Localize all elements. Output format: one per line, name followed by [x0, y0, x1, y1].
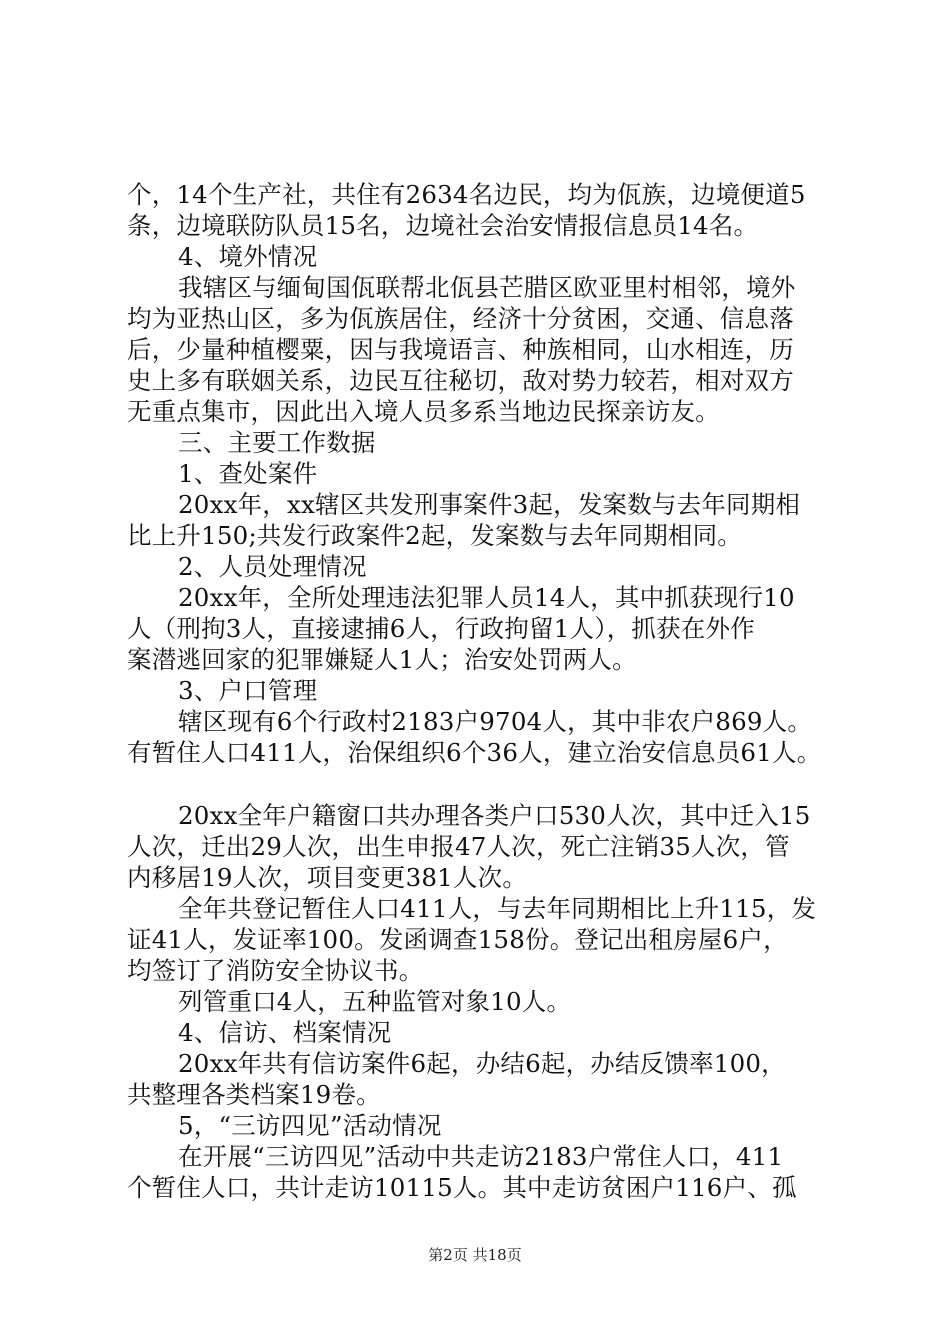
text-line: 在开展“三访四见”活动中共走访2183户常住人口，411 — [178, 1142, 784, 1171]
section-heading: 3、户口管理 — [178, 676, 318, 705]
text-line: 人次，迁出29人次，出生申报47人次，死亡注销35人次，管 — [127, 832, 790, 861]
section-heading: 4、境外情况 — [178, 242, 318, 271]
text-line: 20xx年，xx辖区共发刑事案件3起，发案数与去年同期相 — [178, 490, 801, 519]
text-line: 人（刑拘3人，直接逮捕6人，行政拘留1人），抓获在外作 — [127, 614, 755, 643]
text-line: 史上多有联姻关系，边民互往秘切，敌对势力较若，相对双方 — [127, 366, 794, 395]
text-line: 20xx年共有信访案件6起，办结6起，办结反馈率100， — [178, 1049, 786, 1078]
text-line: 案潜逃回家的犯罪嫌疑人1人；治安处罚两人。 — [127, 645, 637, 674]
text-line: 全年共登记暂住人口411人，与去年同期相比上升115，发 — [178, 894, 817, 923]
text-line: 我辖区与缅甸国佤联帮北佤县芒腊区欧亚里村相邻，境外 — [178, 273, 796, 302]
text-line: 均为亚热山区，多为佤族居住，经济十分贫困，交通、信息落 — [127, 304, 794, 333]
text-line: 后，少量种植樱粟，因与我境语言、种族相同，山水相连，历 — [127, 335, 794, 364]
text-line: 辖区现有6个行政村2183户9704人，其中非农户869人。 — [178, 707, 813, 736]
section-heading: 三、主要工作数据 — [178, 428, 376, 457]
text-line: 个，14个生产社，共住有2634名边民，均为佤族，边境便道5 — [127, 180, 806, 209]
section-heading: 5，“三访四见”活动情况 — [178, 1111, 442, 1140]
text-line: 比上升150;共发行政案件2起，发案数与去年同期相同。 — [127, 521, 743, 550]
page-number: 第2页 共18页 — [428, 1246, 522, 1264]
text-line: 列管重口4人，五种监管对象10人。 — [178, 987, 572, 1016]
section-heading: 2、人员处理情况 — [178, 552, 367, 581]
section-heading: 1、查处案件 — [178, 459, 318, 488]
text-line: 有暂住人口411人，治保组织6个36人，建立治安信息员61人。 — [127, 738, 822, 767]
text-line: 20xx全年户籍窗口共办理各类户口530人次，其中迁入15 — [178, 801, 811, 830]
text-line: 共整理各类档案19卷。 — [127, 1080, 381, 1109]
section-heading: 4、信访、档案情况 — [178, 1018, 392, 1047]
text-line: 均签订了消防安全协议书。 — [127, 956, 424, 985]
text-line: 20xx年，全所处理违法犯罪人员14人，其中抓获现行10 — [178, 583, 795, 612]
text-line: 证41人，发证率100。发函调查158份。登记出租房屋6户， — [127, 925, 788, 954]
text-line: 内移居19人次，项目变更381人次。 — [127, 863, 528, 892]
text-line: 个暂住人口，共计走访10115人。其中走访贫困户116户、孤 — [127, 1173, 797, 1202]
text-line: 条，边境联防队员15名，边境社会治安情报信息员14名。 — [127, 211, 759, 240]
text-line: 无重点集市，因此出入境人员多系当地边民探亲访友。 — [127, 397, 720, 426]
